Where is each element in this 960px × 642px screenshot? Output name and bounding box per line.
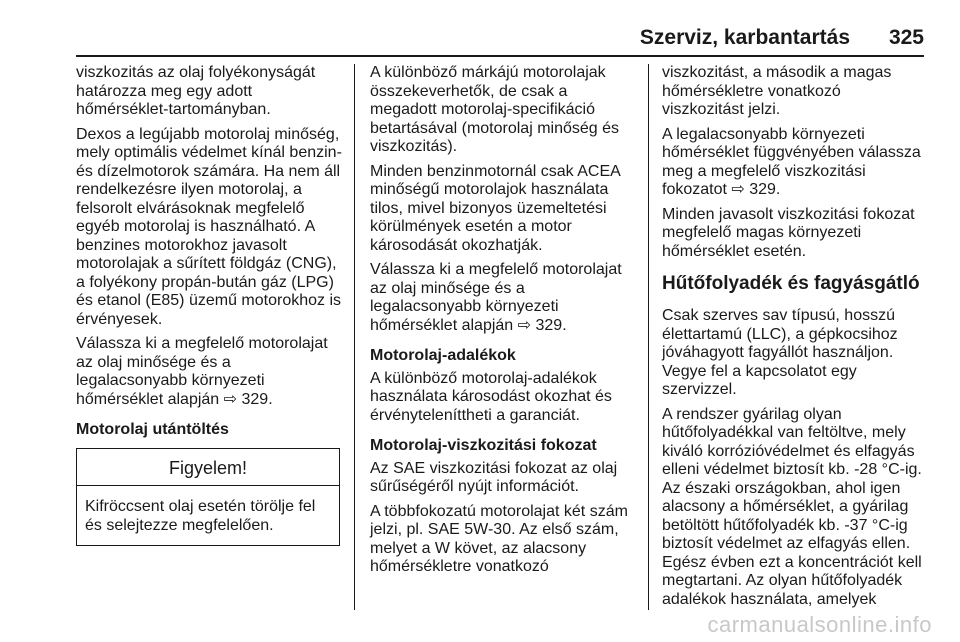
column-divider [648, 64, 649, 610]
warning-text: Kifröccsent olaj esetén törölje fel és selejtezze megfelelően. [85, 498, 316, 534]
paragraph: Csak szerves sav típusú, hosszú élettartamú (LLC), a gépkocsihoz jóváhagyott fagyállót használjon. Vegye fel a kapcsolatot egy szervizzel. [662, 307, 898, 398]
paragraph: viszkozitás az olaj folyékonyságát határozza meg egy adott hőmérséklet-tartományban. [76, 64, 316, 118]
paragraph: A különböző márkájú motorolajak összekeverhetők, de csak a megadott motorolaj-specifikáció betartásával (motorolaj minőség és viszkozitás). [370, 64, 620, 155]
paragraph: A különböző motorolaj-adalékok használata károsodást okozhat és érvényteleníttheti a garanciát. [370, 369, 612, 424]
paragraph: Válassza ki a megfelelő motorolajat az olaj minősége és a legalacsonyabb környezeti hőmérséklet alapján ⇨ 329. [76, 335, 328, 408]
paragraph: Minden benzinmotornál csak ACEA minőségű motorolajok használata tilos, mivel bizonyos üzemeltetési körülmények esetén a motor károsodását okozhatják. [370, 162, 621, 254]
paragraph: viszkozitást, a második a magas hőmérsékletre vonatkozó viszkozitást jelzi. [662, 64, 892, 118]
paragraph: Minden javasolt viszkozitási fokozat megfelelő magas környezeti hőmérséklet esetén. [662, 205, 915, 260]
column-3 [662, 64, 924, 615]
subheading-viscosity-grade: Motorolaj-viszkozitási fokozat [370, 437, 597, 454]
paragraph: A legalacsonyabb környezeti hőmérséklet függvényében válassza meg a megfelelő viszkozitási fokozatot ⇨ 329. [662, 125, 921, 198]
heading-coolant: Hűtőfolyadék és fagyásgátló [662, 273, 920, 294]
warning-title: Figyelem! [77, 449, 339, 487]
paragraph: Dexos a legújabb motorolaj minőség, mely optimális védelmet kínál benzin- és dízelmotorok számára. Ha nem áll rendelkezésre ilyen motorolaj, a felsorolt elvárásoknak megfelelő egyéb motorolaj is használható. A benzines motorokhoz javasolt motorolajak a sűrített földgáz (CNG), a folyékony propán-bután gáz (LPG) és etanol (E85) üzemű motorokhoz is érvényesek. [76, 125, 342, 328]
paragraph: Az SAE viszkozitási fokozat az olaj sűrűségéről nyújt információt. [370, 459, 618, 495]
paragraph: A rendszer gyárilag olyan hűtőfolyadékkal van feltöltve, mely kiváló korrózióvédelmet és elfagyás elleni védelmet biztosít kb. -28 °C-ig. Az északi országokban, ahol igen alacsony a hőmérséklet, a gyárilag betöltött hűtőfolyadék kb. -37 °C-ig biztosít védelmet az elfagyás ellen. Egész évben ezt a koncentrációt kell megtartani. Az olyan hűtőfolyadék adalékok használata, amelyek [662, 405, 922, 608]
column-1 [76, 64, 346, 546]
section-title: Szerviz, karbantartás [639, 26, 850, 49]
warning-box [76, 448, 340, 547]
header-divider [76, 55, 924, 57]
page-header [0, 0, 960, 58]
watermark: carmanualsonline.info [707, 612, 932, 637]
paragraph: Válassza ki a megfelelő motorolajat az olaj minősége és a legalacsonyabb környezeti hőmérséklet alapján ⇨ 329. [370, 261, 622, 334]
column-divider [354, 64, 355, 610]
subheading-oil-additives: Motorolaj-adalékok [370, 347, 516, 364]
subheading-oil-topup: Motorolaj utántöltés [76, 421, 229, 438]
page-number: 325 [888, 26, 924, 49]
column-2 [370, 64, 638, 583]
paragraph: A többfokozatú motorolajat két szám jelzi, pl. SAE 5W-30. Az első szám, melyet a W követ, az alacsony hőmérsékletre vonatkozó [370, 502, 628, 575]
